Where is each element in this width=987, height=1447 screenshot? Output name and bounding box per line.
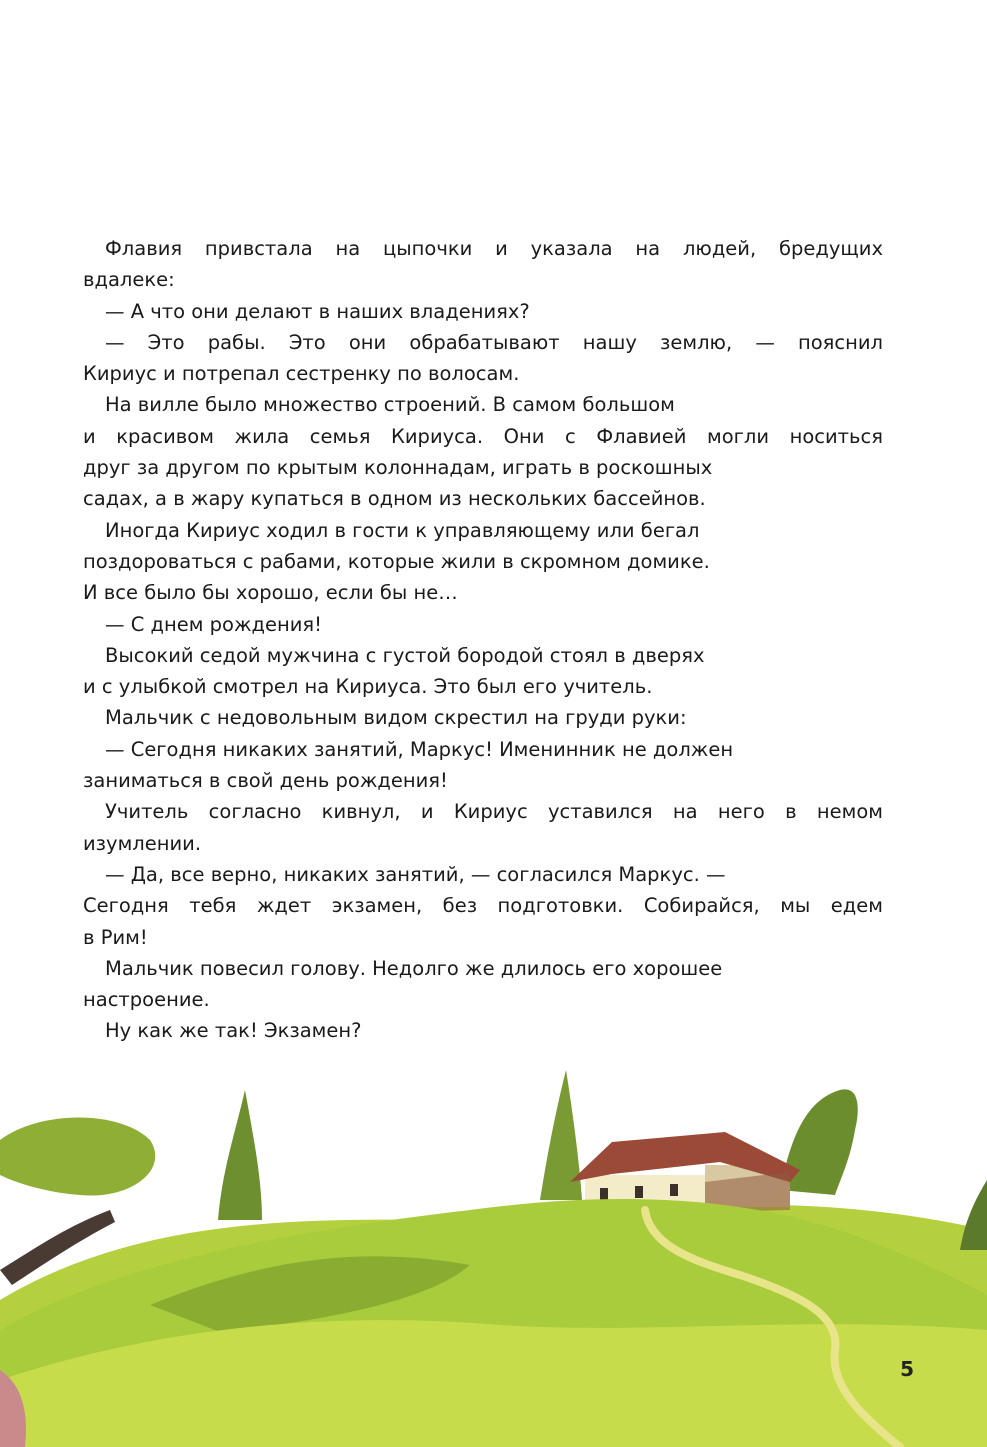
text-line: — А что они делают в наших владениях? (105, 299, 530, 323)
text-line: — Сегодня никаких занятий, Маркус! Именинник не должен (105, 737, 734, 761)
text-line: — Это рабы. Это они обрабатывают нашу землю, — пояснил (105, 330, 883, 354)
text-line: На вилле было множество строений. В самом большом (105, 393, 675, 417)
text-line: садах, а в жару купаться в одном из нескольких бассейнов. (83, 487, 706, 511)
text-line: — Да, все верно, никаких занятий, — согласился Маркус. — (105, 862, 726, 886)
text-line: Высокий седой мужчина с густой бородой стоял в дверях (105, 643, 705, 667)
text-line: заниматься в свой день рождения! (83, 769, 448, 793)
text-line: Ну как же так! Экзамен? (105, 1019, 362, 1043)
story-text (83, 233, 883, 1047)
cypress-tree (218, 1090, 262, 1220)
text-line: поздороваться с рабами, которые жили в скромном домике. (83, 549, 710, 573)
text-line: изумлении. (83, 831, 202, 855)
text-line: Мальчик повесил голову. Недолго же длилось его хорошее (105, 956, 723, 980)
text-line: Сегодня тебя ждет экзамен, без подготовки. Собирайся, мы едем (83, 894, 883, 918)
page-number: 5 (900, 1357, 914, 1381)
text-line: — С днем рождения! (105, 612, 322, 636)
text-line: Кириус и потрепал сестренку по волосам. (83, 362, 520, 386)
text-line: И все было бы хорошо, если бы не… (83, 581, 458, 605)
hillside-villa-illustration (0, 1070, 987, 1447)
text-line: настроение. (83, 988, 210, 1012)
tree-canopy (0, 1118, 155, 1196)
text-line: друг за другом по крытым колоннадам, играть в роскошных (83, 456, 713, 480)
text-line: вдалеке: (83, 268, 175, 292)
text-line: Флавия привстала на цыпочки и указала на людей, бредущих (105, 237, 883, 260)
text-line: в Рим! (83, 925, 148, 949)
text-line: Иногда Кириус ходил в гости к управляющему или бегал (105, 518, 700, 542)
text-line: и красивом жила семья Кириуса. Они с Флавией могли носиться (83, 424, 883, 448)
cypress-tree (960, 1180, 987, 1250)
text-line: Мальчик с недовольным видом скрестил на груди руки: (105, 706, 687, 730)
text-line: и с улыбкой смотрел на Кириуса. Это был его учитель. (83, 675, 653, 699)
text-line: Учитель согласно кивнул, и Кириус уставился на него в немом (105, 800, 883, 824)
